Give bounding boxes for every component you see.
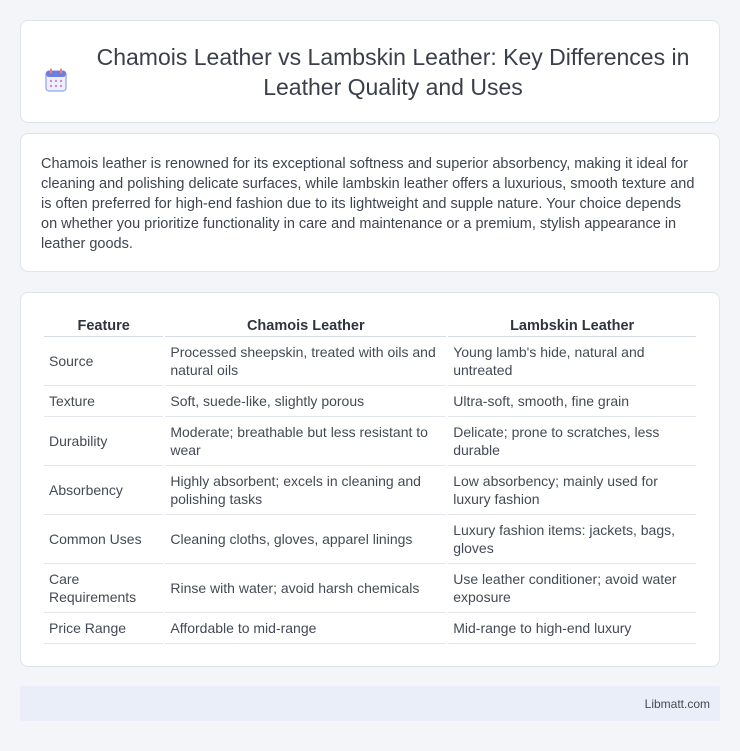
- table-row: [44, 337, 696, 386]
- title-wrap: [21, 42, 719, 102]
- header-lambskin: Lambskin Leather: [448, 313, 696, 337]
- cell-lambskin: Use leather conditioner; avoid water exposure: [448, 564, 696, 613]
- table-header-row: [44, 313, 696, 337]
- cell-feature: Durability: [44, 417, 163, 466]
- comparison-table: [42, 313, 698, 644]
- cell-chamois: Cleaning cloths, gloves, apparel linings: [165, 515, 446, 564]
- cell-lambskin: Luxury fashion items: jackets, bags, gloves: [448, 515, 696, 564]
- cell-chamois: Affordable to mid-range: [165, 613, 446, 644]
- cell-lambskin: Mid-range to high-end luxury: [448, 613, 696, 644]
- cell-feature: Absorbency: [44, 466, 163, 515]
- cell-feature: Texture: [44, 386, 163, 417]
- cell-lambskin: Low absorbency; mainly used for luxury fashion: [448, 466, 696, 515]
- intro-card: [20, 133, 720, 272]
- table-row: [44, 386, 696, 417]
- cell-lambskin: Young lamb's hide, natural and untreated: [448, 337, 696, 386]
- header-chamois: Chamois Leather: [165, 313, 446, 337]
- cell-chamois: Highly absorbent; excels in cleaning and polishing tasks: [165, 466, 446, 515]
- table-row: [44, 564, 696, 613]
- table-card: [20, 292, 720, 667]
- page-title: Chamois Leather vs Lambskin Leather: Key Differences in Leather Quality and Uses: [96, 43, 690, 100]
- cell-feature: Price Range: [44, 613, 163, 644]
- table-row: [44, 466, 696, 515]
- intro-paragraph: Chamois leather is renowned for its exceptional softness and superior absorbency, making it ideal for cleaning and polishing delicate surfaces, while lambskin leather offers a luxurious, smooth texture and is often preferred for high-end fashion due to its lightweight and supple nature. Your choice depends on whether you prioritize functionality in care and maintenance or a premium, stylish appearance in leather goods.: [41, 156, 695, 252]
- cell-chamois: Moderate; breathable but less resistant to wear: [165, 417, 446, 466]
- cell-chamois: Soft, suede-like, slightly porous: [165, 386, 446, 417]
- cell-feature: Source: [44, 337, 163, 386]
- cell-feature: Common Uses: [44, 515, 163, 564]
- footer-bar: [20, 686, 720, 721]
- cell-lambskin: Delicate; prone to scratches, less durable: [448, 417, 696, 466]
- cell-lambskin: Ultra-soft, smooth, fine grain: [448, 386, 696, 417]
- footer-site-link[interactable]: Libmatt.com: [644, 696, 710, 711]
- table-row: [44, 613, 696, 644]
- table-row: [44, 417, 696, 466]
- table-row: [44, 515, 696, 564]
- cell-chamois: Processed sheepskin, treated with oils and natural oils: [165, 337, 446, 386]
- header-card: [20, 20, 720, 123]
- cell-chamois: Rinse with water; avoid harsh chemicals: [165, 564, 446, 613]
- calendar-icon: [45, 68, 67, 92]
- cell-feature: Care Requirements: [44, 564, 163, 613]
- header-feature: Feature: [44, 313, 163, 337]
